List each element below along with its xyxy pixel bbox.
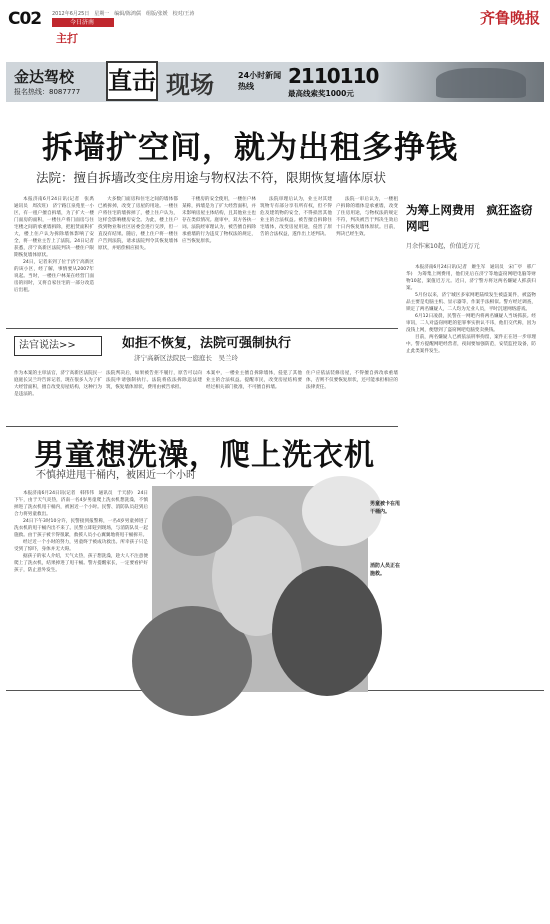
side-para: 目前，两名嫌疑人已被依法刑事拘留，案件正在进一步审理中。警方提醒网吧经营者，夜间要加强防范，安装监控设备，防止此类案件发生。 [406,335,536,354]
law-col-a: 作为本案的主审法官，济宁高新区法院民一庭庭长吴兰玲告诉记者，现在很多人为了扩大经营面积，擅自改变房屋结构，这种行为是违法的。 [14,371,102,397]
masthead-logo: 齐鲁晚报 [479,9,540,27]
law-tag: 法官说法>> [14,336,102,356]
section-tab: 今日济南 [52,18,114,27]
story1-para: 大多数门面房和住宅之间的墙体都已被拆掉，改变了房屋的用途。一楼住户将住宅的墙拆掉了，楼上住户认为，这样会影响楼房安全。为此，楼上住户找到物业和社区居委会进行交涉，但一直没有结果。随后，楼上住户将一楼住户告到法院，请求法院判令其恢复墙体原状，并赔偿相应损失。 [98,197,178,251]
story1-col-a [14,196,99,328]
side-para: 本报济南6月24日讯(记者 姬生军 通讯员 宋广亭 邢广华) 为筹集上网费用，他们先后在济宁等地盗窃网吧电脑等财物10起，案值近万元。近日，济宁警方将这两名嫌疑人抓获归案。 [406,265,536,291]
story1-para: 法院一审后认为，一楼租户拆除的墙体是承重墙，改变了住房用途，与物权法的规定不符，判决被告于判决生效后十日内恢复墙体原状。目前，判决已经生效。 [336,197,398,237]
story1-para: 干楼房的安全使用，一楼住户林某称，拆墙是为了扩大经营面积，并未影响房屋主体结构，且其他业主也存在类似情况。庭审中，双方各执一词。法院经审理认为，被告擅自拆除承重墙的行为违反了物权法的规定，应当恢复原状。 [182,197,256,244]
side-para: 6月12日凌晨，民警在一网吧内将两名嫌疑人当场抓获。经审讯，二人对盗窃网吧的犯罪事实供认不讳，他们交代称，因为没钱上网，便想到了盗窃网吧电脑变卖换钱。 [406,314,536,333]
side-subhead: 月余作案10起，价值近万元 [406,243,480,250]
photo-caption-1: 男童被卡在甩干桶内。 [370,501,401,515]
side-para: 5月份以来，济宁城区多家网吧陆续发生被盗案件，被盗物品主要是电脑主机、显示器等，作案手法相似。警方经过调查，锁定了两名嫌疑人，二人均为无业人员，平时沉迷网络游戏。 [406,293,536,312]
story1-col-d [260,196,332,328]
story1-col-b [98,196,178,328]
law-headline: 如拒不恢复，法院可强制执行 [122,336,292,351]
story2-para: 经过近一个小时的努力，男童终于被成功救出。所幸孩子只是受到了惊吓，身体并无大碍。 [14,540,148,552]
story2-para: 24日下午3时10分许，民警接到报警称，一名4岁男童掉进了洗衣机的甩干桶内出不来了。民警立即赶到现场，与消防队员一起施救。由于孩子被卡得很紧，救援人员小心翼翼地将甩干桶拆开。 [14,519,148,538]
story1-para: 24日，记者来到了位于济宁高新区的该小区，经了解，事情要从2007年说起。当时，一楼住户林某在经营门面房的同时，又将自家住宅的一部分改造后出租。 [14,260,94,293]
banner-zhiji: 直击 [106,61,158,101]
hotline-banner [6,62,544,102]
side-column [402,192,542,672]
car-image [436,68,526,98]
law-byline: 济宁高新区法院民一庭庭长 吴兰玲 [134,354,238,362]
divider [6,426,398,427]
story2-para: 据孩子的家人介绍，天气太热，孩子想洗澡，趁大人不注意便爬上了洗衣机，结果掉进了甩干桶。警方提醒家长，一定要看护好孩子，防止意外发生。 [14,554,148,573]
story2-subhead: 不慎掉进甩干桶内，被困近一个小时 [36,470,196,481]
side-body [406,264,536,670]
page-header [6,6,544,45]
law-col-b: 法院判决后，如果被告拒不履行，原告可以向法院申请强制执行。法院将依法拆除违法建筑，恢复墙体原状，费用由被告承担。 [106,371,202,390]
date-line: 2012年6月25日 星期一 编辑/陈鸿儒 组版/张媛 校对/王涛 [52,11,195,17]
hotline-label: 24小时新闻热线 [238,71,282,91]
story2-para: 本报济南6月24日讯(记者 韩伟伟 通讯员 于天骄) 24日下午，由于天气炎热，济南一名4岁男童爬上洗衣机想洗澡，不慎掉进了洗衣机甩干桶内，被困近一个小时。民警、消防队员赶到后合力将男童救出。 [14,491,148,517]
newspaper-page [6,6,544,692]
story1-col-e [336,196,398,328]
photo-shape [162,496,232,556]
photo-caption-2: 消防人员正在施救。 [370,563,401,577]
law-col-c: 本案中，一楼业主擅自拆除墙体，侵犯了其他业主的合法权益。提醒市民，改变房屋结构要经过相关部门批准，不可擅自拆墙。 [206,371,302,390]
story1-para: 法院审理后认为，业主对其建筑物专有部分享有所有权，但不得危及建筑物的安全，不得损害其他业主的合法权益。被告擅自拆除住宅墙体，改变房屋用途，侵害了原告的合法权益，遂作出上述判决。 [260,197,332,237]
side-headline: 为筹上网费用 疯狂盗窃网吧 [406,203,533,233]
story1-subhead: 法院：擅自拆墙改变住房用途与物权法不符，限期恢复墙体原状 [36,170,387,185]
rescue-photo [152,486,368,692]
story1-para: 本报济南6月24日讯(记者 张禹 通讯员 周次旺) 济宁路江泉苑里一小区，有一租户擅自拆墙，为了扩大一楼门面房的面积，一楼住户将门面房与住宅楼之间的承重墙拆除，把租赁面积扩大，楼上住户认为拆除墙体影响了安全，将一楼业主告上了法院。24日记者获悉，济宁高新区法院判决一楼住户限期恢复墙体原状。 [14,197,99,258]
page-number: C02 [8,9,42,29]
story1-headline: 拆墙扩空间，就为出租多挣钱 [42,130,458,166]
law-col-d: 住户应依法装修房屋，不得擅自拆改承重墙体，否则不仅要恢复原状，还可能承担相应的法律责任。 [306,371,398,390]
prize-line: 最高线索奖1000元 [288,89,354,98]
story1-col-c [182,196,256,328]
photo-shape [272,566,382,696]
banner-reg-line: 报名热线：8087777 [14,88,81,96]
story2-headline: 男童想洗澡，爬上洗衣机 [34,438,375,473]
banner-xianchang: 现场 [166,71,214,99]
banner-school: 金达驾校 [14,68,75,86]
hotline-number: 2110110 [288,64,379,88]
section-name: 主打 [56,32,78,45]
divider [6,328,398,329]
story2-body [14,490,148,690]
